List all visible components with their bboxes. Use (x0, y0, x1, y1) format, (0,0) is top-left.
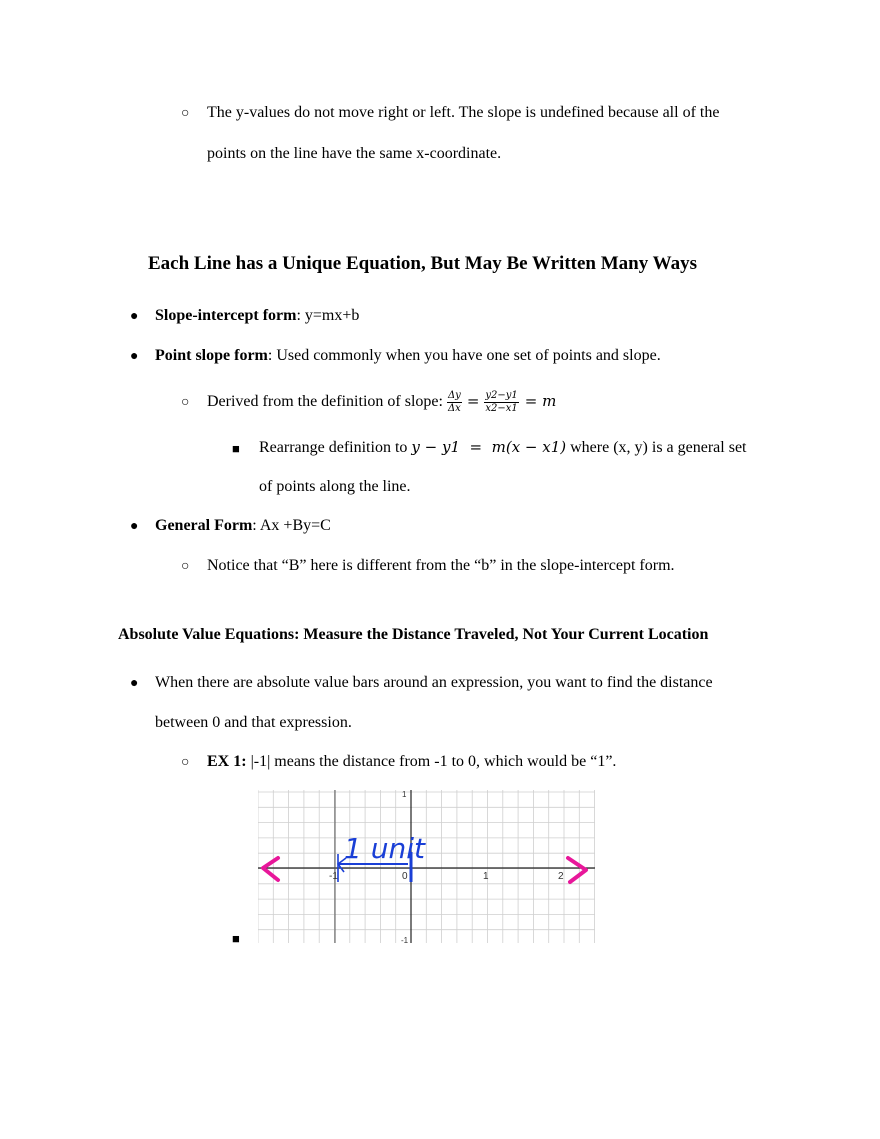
slope-intercept-term: Slope-intercept form (155, 307, 297, 324)
notice-text: Notice that “B” here is different from the “b” in the slope-intercept form. (207, 557, 675, 574)
example-text: |-1| means the distance from -1 to 0, which would be “1”. (246, 753, 617, 770)
example-1 (207, 753, 616, 771)
derived-text: Derived from the definition of slope: (207, 393, 447, 410)
derived-item (207, 385, 556, 418)
unit-annotation-text: 1 unit (344, 832, 425, 865)
tick-label: 0 (402, 871, 408, 882)
point-slope-equation: y − y1 = m(x − x1) (411, 438, 567, 456)
point-slope-item (155, 347, 661, 365)
point-slope-rest: : Used commonly when you have one set of points and slope. (267, 347, 661, 364)
fraction-delta (447, 390, 462, 415)
rearrange-line2: of points along the line. (259, 478, 411, 495)
tick-label: 1 (483, 871, 489, 882)
fraction-denominator: Δx (447, 402, 461, 414)
circle-bullet: ○ (181, 395, 190, 410)
fraction-numerator: y2−y1 (485, 389, 518, 401)
rearrange-pre: Rearrange definition to (259, 439, 412, 456)
dot-bullet: ● (130, 309, 139, 324)
absolute-line1: When there are absolute value bars around an expression, you want to find the distance (155, 674, 713, 691)
number-line-graph (258, 790, 595, 943)
example-label: EX 1: (207, 753, 247, 770)
equals-sign: = (466, 392, 480, 410)
fraction-numerator: Δy (447, 389, 461, 401)
general-form-term: General Form (155, 517, 253, 534)
y-tick-label: 1 (402, 790, 407, 799)
dot-bullet: ● (130, 349, 139, 364)
slope-intercept-item (155, 307, 359, 325)
general-form-rest: : Ax +By=C (252, 517, 331, 534)
circle-bullet: ○ (181, 755, 190, 770)
square-bullet: ■ (232, 441, 240, 456)
general-form-item (155, 517, 331, 535)
y-tick-label: -1 (401, 936, 409, 943)
slope-intercept-rest: : y=mx+b (296, 307, 360, 324)
dot-bullet: ● (130, 676, 139, 691)
undefined-slope-line1: The y-values do not move right or left. The slope is undefined because all of the (207, 104, 720, 121)
rearrange-item (259, 438, 747, 457)
rearrange-post: where (x, y) is a general set (566, 439, 747, 456)
tick-label: 2 (558, 871, 564, 882)
tick-label: -1 (329, 871, 338, 882)
point-slope-term: Point slope form (155, 347, 268, 364)
heading-unique-equation: Each Line has a Unique Equation, But May Be Written Many Ways (148, 253, 697, 274)
circle-bullet: ○ (181, 106, 190, 121)
equals-m: = m (524, 392, 557, 410)
heading-absolute-value: Absolute Value Equations: Measure the Distance Traveled, Not Your Current Location (118, 626, 709, 643)
square-bullet: ■ (232, 931, 240, 946)
circle-bullet: ○ (181, 559, 190, 574)
absolute-line2: between 0 and that expression. (155, 714, 352, 731)
fraction-points (484, 390, 518, 415)
fraction-denominator: x2−x1 (485, 402, 518, 414)
dot-bullet: ● (130, 519, 139, 534)
undefined-slope-line2: points on the line have the same x-coordinate. (207, 145, 502, 162)
